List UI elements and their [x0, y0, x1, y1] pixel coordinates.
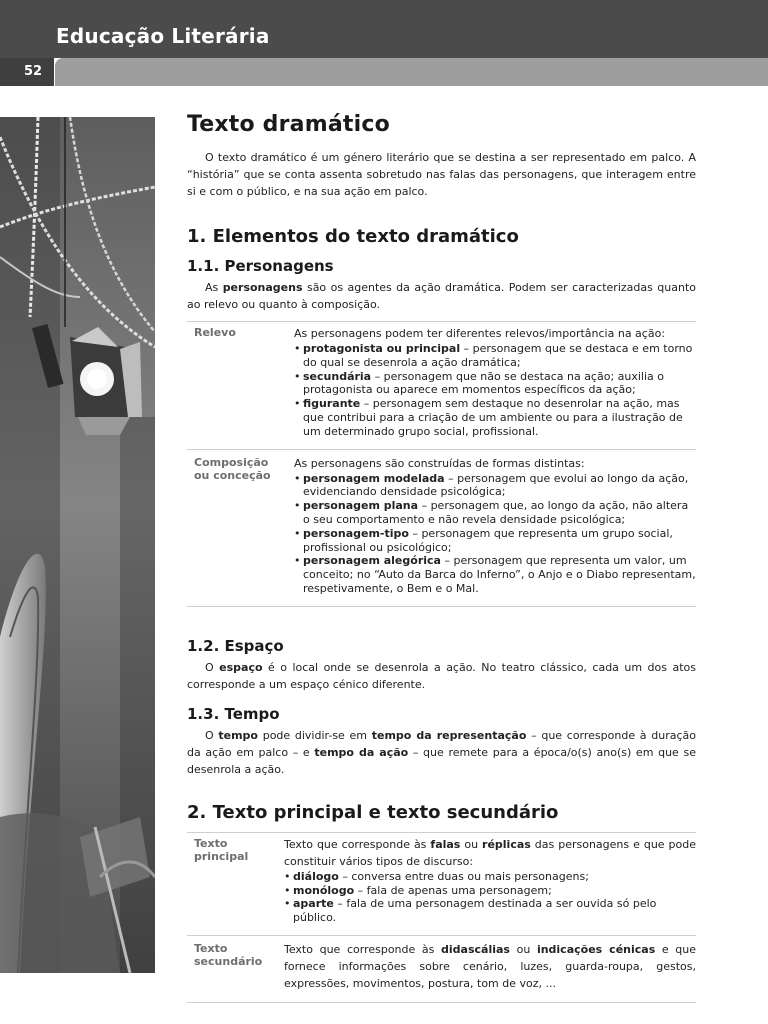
text-run: Texto que corresponde às [284, 837, 431, 851]
item-text: – personagem que não se destaca na ação; auxilia o protagonista ou aparece em momentos específicos da ação; [303, 369, 665, 397]
item-term: diálogo [293, 869, 339, 883]
row-term [187, 325, 294, 439]
text-run: Texto que corresponde às [284, 942, 442, 956]
row-term [187, 455, 294, 596]
term-label-line: secundário [194, 954, 263, 968]
subsection-espaco-heading: 1.2. Espaço [187, 636, 284, 655]
item-term: personagem alegórica [303, 554, 441, 568]
row-definition [284, 836, 696, 925]
subsection-personagens-heading: 1.1. Personagens [187, 257, 334, 275]
item-term: figurante [303, 397, 361, 411]
page-title: Texto dramático [187, 112, 390, 137]
item-text: – fala de uma personagem destinada a ser ouvida só pelo público. [293, 897, 657, 925]
keyword: tempo da ação [314, 745, 409, 759]
header-bar [0, 0, 768, 58]
item-text: – personagem que se destaca e em torno do qual se desenrola a ação dramática; [303, 342, 693, 369]
text-run: é o local onde se desenrola a ação. No teatro clássico, cada um dos atos corresponde a um espaço cénico diferente. [187, 660, 696, 691]
list-item [294, 499, 696, 527]
list-item [284, 884, 696, 898]
item-term: personagem-tipo [303, 526, 409, 540]
definition-list [294, 472, 696, 596]
text-run: das personagens e que pode constituir vários tipos de discurso: [284, 837, 696, 868]
section-1-heading: 1. Elementos do texto dramático [187, 226, 519, 247]
text-run: e que fornece informações sobre cenário, luzes, guarda-roupa, gestos, expressões, movimentos, postura, tom de voz, ... [284, 942, 696, 990]
keyword: indicações cénicas [536, 942, 656, 956]
main-content [187, 112, 696, 1003]
item-text: – personagem que representa um valor, um conceito; no “Auto da Barca do Inferno”, o Anjo e o Diabo representam, respetivamente, o Bem e o Mal. [303, 554, 696, 595]
personagens-paragraph [187, 279, 696, 313]
table-row [187, 936, 696, 1003]
text-run: O [205, 728, 219, 742]
header-title: Educação Literária [56, 24, 270, 48]
item-term: personagem plana [303, 499, 419, 513]
text-run: pode dividir-se em [258, 728, 372, 742]
header-sub-bar [55, 58, 768, 86]
definition-list [294, 342, 696, 439]
item-text: – personagem sem destaque no desenrolar na ação, mas que contribui para a criação de um ambiente ou para a ilustração de um determinado grupo social, profissional. [303, 397, 683, 438]
page-number: 52 [24, 64, 43, 79]
list-item [294, 342, 696, 370]
item-text: – fala de apenas uma personagem; [354, 883, 552, 897]
item-term: personagem modelada [303, 471, 445, 485]
item-text: – personagem que representa um grupo social, profissional ou psicológico; [303, 526, 673, 554]
definition-intro [284, 941, 696, 992]
list-item [294, 554, 696, 595]
keyword: tempo [218, 728, 258, 742]
term-label-line: Texto [194, 836, 228, 850]
item-text: – conversa entre duas ou mais personagens; [338, 869, 589, 883]
term-label-line: Texto [194, 941, 228, 955]
keyword: falas [430, 837, 461, 851]
list-item [294, 527, 696, 555]
row-definition [284, 941, 696, 992]
text-run: – que remete para a época/o(s) ano(s) em que se desenrola a ação. [187, 745, 696, 776]
term-label: Relevo [194, 326, 236, 339]
keyword: personagens [222, 281, 303, 294]
list-item [284, 897, 696, 925]
definition-intro [284, 836, 696, 870]
intro-paragraph: O texto dramático é um género literário que se destina a ser representado em palco. A “história” que se conta assenta sobretudo nas falas das personagens, que interagem entre si e com o público, e na sua ação em palco. [187, 151, 696, 198]
item-term: monólogo [293, 883, 355, 897]
definition-intro: As personagens são construídas de formas distintas: [294, 456, 585, 470]
list-item [284, 870, 696, 884]
text-run: As [205, 281, 223, 294]
table-row [187, 833, 696, 936]
item-term: aparte [293, 897, 334, 911]
list-item [294, 397, 696, 438]
stage-illustration [0, 117, 155, 973]
item-text: – personagem que, ao longo da ação, não altera o seu comportamento e não revela densidade psicológica; [303, 499, 689, 526]
espaco-paragraph [187, 659, 696, 693]
row-term [187, 836, 284, 925]
keyword: réplicas [482, 837, 531, 851]
keyword: espaço [219, 660, 263, 674]
definition-list [284, 870, 696, 925]
term-label-line: ou conceção [194, 468, 271, 482]
section-2-heading: 2. Texto principal e texto secundário [187, 801, 559, 823]
text-run: – que corresponde à duração da ação em palco – e [187, 728, 696, 759]
tempo-paragraph [187, 727, 696, 778]
term-label-line: Composição [194, 455, 269, 469]
texto-table [187, 832, 696, 1003]
keyword: didascálias [441, 942, 510, 956]
personagens-table [187, 321, 696, 607]
table-row [187, 450, 696, 607]
text-run: são os agentes da ação dramática. Podem ser caracterizadas quanto ao relevo ou quanto à composição. [187, 281, 696, 311]
list-item [294, 472, 696, 500]
text-run: ou [509, 942, 537, 956]
item-term: secundária [303, 369, 372, 383]
item-term: protagonista ou principal [303, 342, 461, 355]
term-label-line: principal [194, 849, 249, 863]
subsection-tempo-heading: 1.3. Tempo [187, 704, 280, 723]
text-run: ou [460, 837, 483, 851]
table-row [187, 322, 696, 450]
text-run: O [205, 660, 220, 674]
definition-intro: As personagens podem ter diferentes relevos/importância na ação: [294, 327, 666, 340]
row-term [187, 941, 284, 992]
list-item [294, 370, 696, 398]
item-text: – personagem que evolui ao longo da ação, evidenciando densidade psicológica; [303, 471, 689, 499]
row-definition [294, 455, 696, 596]
keyword: tempo da representação [371, 728, 527, 742]
row-definition [294, 325, 696, 439]
